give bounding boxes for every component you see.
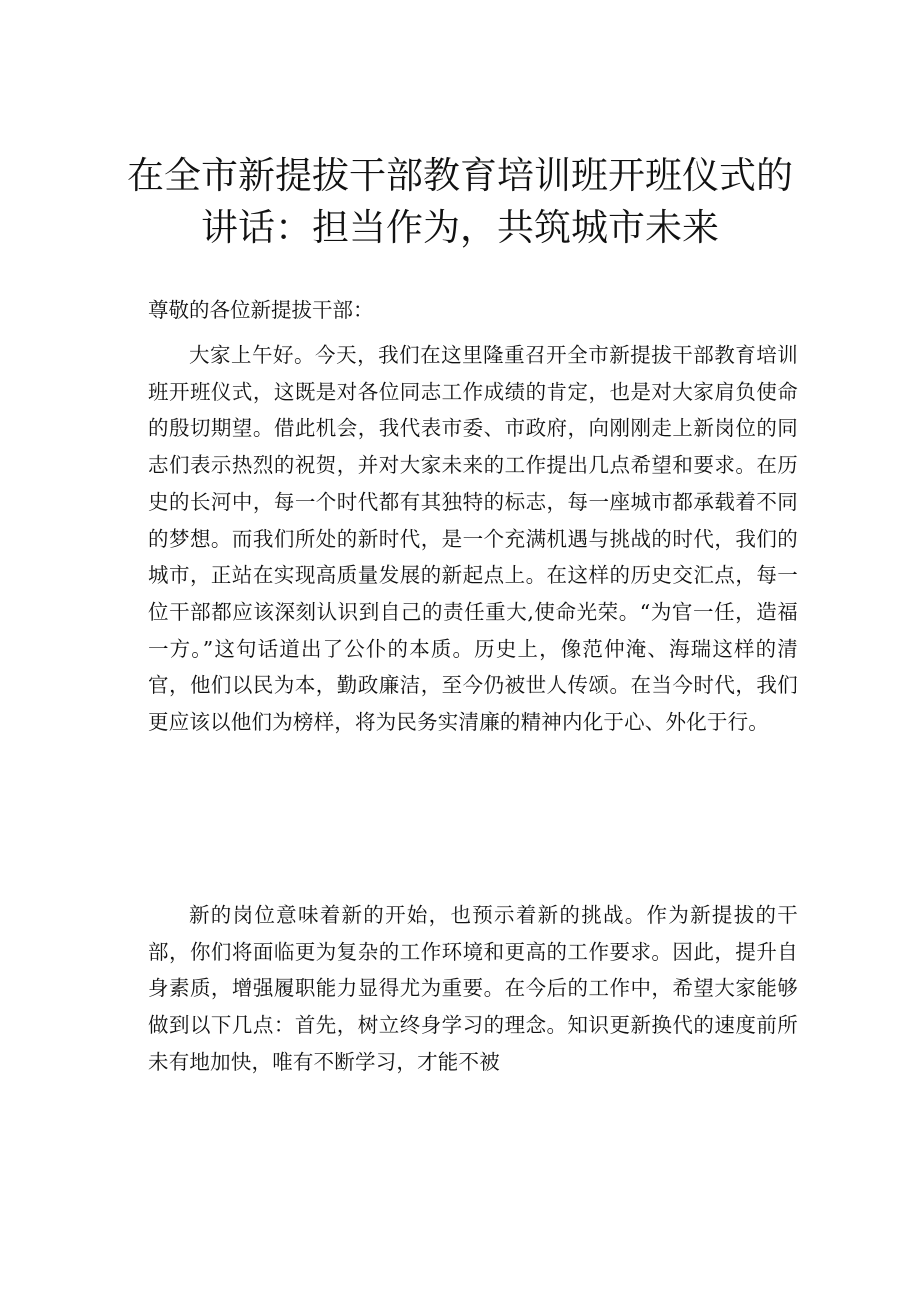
document-title: [120, 150, 800, 254]
title-line-2: 讲话：担当作为，共筑城市未来: [201, 206, 719, 249]
body-paragraph-2: 新的岗位意味着新的开始，也预示着新的挑战。作为新提拔的干部，你们将面临更为复杂的工作环境和更高的工作要求。因此，提升自身素质，增强履职能力显得尤为重要。在今后的工作中，希望大家能够做到以下几点：首先，树立终身学习的理念。知识更新换代的速度前所未有地加快，唯有不断学习，才能不被: [148, 903, 798, 1074]
salutation: 尊敬的各位新提拔干部：: [148, 298, 374, 322]
body-paragraph-1: 大家上午好。今天，我们在这里隆重召开全市新提拔干部教育培训班开班仪式，这既是对各位同志工作成绩的肯定，也是对大家肩负使命的殷切期望。借此机会，我代表市委、市政府，向刚刚走上新岗位的同志们表示热烈的祝贺，并对大家未来的工作提出几点希望和要求。在历史的长河中，每一个时代都有其独特的标志，每一座城市都承载着不同的梦想。而我们所处的新时代，是一个充满机遇与挑战的时代，我们的城市，正站在实现高质量发展的新起点上。在这样的历史交汇点，每一位干部都应该深刻认识到自己的责任重大,使命光荣。“为官一任，造福一方。”这句话道出了公仆的本质。历史上，像范仲淹、海瑞这样的清官，他们以民为本，勤政廉洁，至今仍被世人传颂。在当今时代，我们更应该以他们为榜样，将为民务实清廉的精神内化于心、外化于行。: [148, 343, 798, 735]
title-line-1: 在全市新提拔干部教育培训班开班仪式的: [127, 154, 793, 197]
